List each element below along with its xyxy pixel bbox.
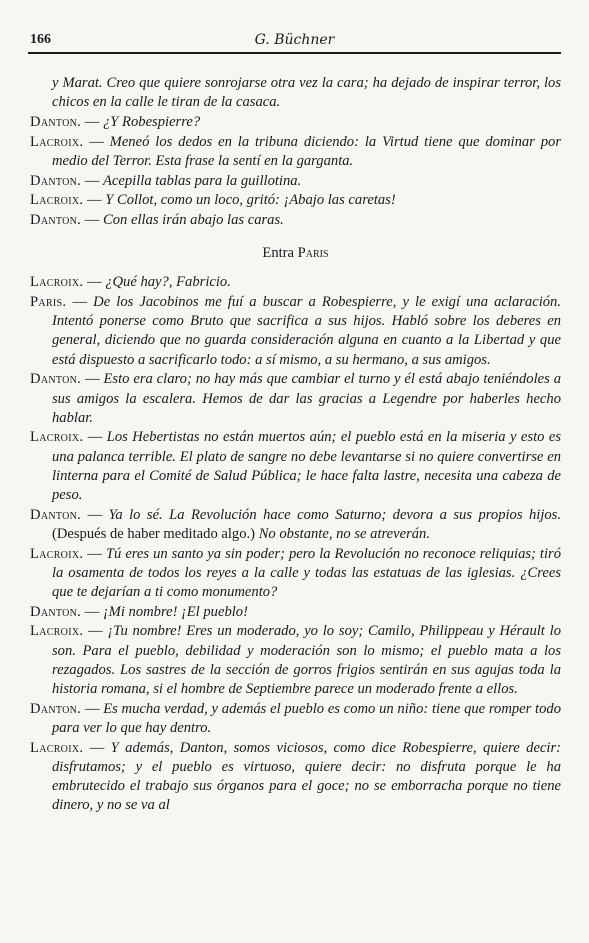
dialogue-line: Paris. — De los Jacobinos me fuí a buscar a Robespierre, y le exigí una aclaración. Intentó ponerse como Bruto que sacrifica a sus hijos. Habló sobre los deberes en general, diciendo que no guarda consideración alguna en cuanto a la Libertad y que está dispuesto a sacrificarlo todo: a sí mismo, a su hermano, a sus amigos. [30, 294, 562, 368]
dialogue-line: Lacroix. — ¡Tu nombre! Eres un moderado, yo lo soy; Camilo, Philippeau y Hérault lo son. Para el pueblo, debilidad y moderación son lo mismo; el pueblo mata a los rezagados. Los sastres de la sección de gorros frigios sentirán en sus agujas toda la historia romana, si el hombre de Septiembre parece un moderado frente a ellos. [30, 623, 561, 698]
dialogue-line: Danton. — ¿Y Robespierre? [30, 113, 201, 130]
speaker-name: Danton. [30, 603, 82, 620]
speech-text: Y Collot, como un loco, gritó: ¡Abajo las caretas! [105, 192, 396, 209]
speech-text: Ya lo sé. La Revolución hace como Saturno; devora a sus propios hijos. [108, 506, 562, 523]
dialogue-text [30, 74, 561, 816]
page-header [28, 30, 561, 54]
speaker-name: Lacroix. [30, 192, 84, 209]
speech-text: ¿Qué hay?, Fabricio. [105, 274, 231, 291]
stage-direction: Entra Paris [262, 245, 329, 262]
speech-text: Con ellas irán abajo las caras. [103, 211, 284, 228]
speaker-name: Lacroix. [30, 133, 84, 150]
speaker-name: Danton. [30, 371, 82, 388]
dialogue-line: Lacroix. — ¿Qué hay?, Fabricio. [30, 274, 231, 291]
stage-direction-name: Paris [297, 245, 329, 262]
speech-text: De los Jacobinos me fuí a buscar a Robespierre, y le exigí una aclaración. Intentó ponerse como Bruto que sacrifica a sus hijos. Habló sobre los deberes en general, diciendo que no guarda consideración alguna en cuanto a la Libertad y que está dispuesto a sacrificarlo todo: a sí mismo, a su hermano, a sus amigos. [52, 294, 562, 368]
dialogue-line: Lacroix. — Y además, Danton, somos viciosos, como dice Robespierre, quiere decir: disfrutamos; y el pueblo es virtuoso, quiere decir: no disfruta porque le ha embrutecido el trabajo sus órganos para el goce; no se emborracha porque no tiene dinero, y no se va al [30, 739, 561, 814]
dialogue-line: Lacroix. — Meneó los dedos en la tribuna diciendo: la Virtud tiene que dominar por medio del Terror. Esta frase la sentí en la garganta. [30, 133, 561, 169]
dialogue-line: Danton. — Es mucha verdad, y además el pueblo es como un niño: tiene que romper todo para ver lo que hay dentro. [30, 700, 561, 736]
speaker-name: Lacroix. [30, 545, 84, 562]
speech-text: Y además, Danton, somos viciosos, como dice Robespierre, quiere decir: disfrutamos; y el pueblo es virtuoso, quiere decir: no disfruta porque le ha embrutecido el trabajo sus órganos para el goce; no se emborracha porque no tiene dinero, y no se va al [52, 739, 561, 814]
dialogue-line: Lacroix. — Y Collot, como un loco, gritó: ¡Abajo las caretas! [30, 192, 396, 209]
speech-text: ¡Mi nombre! ¡El pueblo! [103, 603, 248, 620]
stage-aside: (Después de haber meditado algo.) [52, 525, 256, 542]
speech-text: Los Hebertistas no están muertos aún; el pueblo está en la miseria y esto es una palanca terrible. El plato de sangre no debe levantarse si no quiere convertirse en linterna para el Comité de Salud Pública; le hace falta lastre, necesita una cabeza de peso. [52, 429, 561, 504]
speaker-name: Danton. [30, 700, 82, 717]
speaker-name: Lacroix. [30, 739, 84, 756]
speech-text: ¿Y Robespierre? [103, 113, 201, 130]
dialogue-line: y Marat. Creo que quiere sonrojarse otra vez la cara; ha dejado de inspirar terror, los chicos en la calle le tiran de la casaca. [52, 75, 561, 111]
dialogue-line: Lacroix. — Tú eres un santo ya sin poder; pero la Revolución no reconoce reliquias; tiró la osamenta de todos los reyes a la calle y todas las estatuas de las iglesias. ¿Crees que te dejarían a ti como monumento? [30, 545, 562, 601]
speech-text: Esto era claro; no hay más que cambiar el turno y él está abajo teniéndoles a sus amigos la escalera. Hemos de dar las gracias a Legendre por haberles hecho hablar. [52, 371, 561, 426]
dialogue-line: Danton. — Con ellas irán abajo las caras. [30, 211, 284, 228]
speech-text: ¡Tu nombre! Eres un moderado, yo lo soy; Camilo, Philippeau y Hérault lo son. Para el pueblo, debilidad y moderación son lo mismo; el pueblo mata a los rezagados. Los sastres de la sección de gorros frigios sentirán en sus agujas toda la historia romana, si el hombre de Septiembre parece un moderado frente a ellos. [52, 623, 561, 698]
speech-text: Acepilla tablas para la guillotina. [103, 172, 302, 189]
speaker-name: Danton. [30, 113, 82, 130]
speaker-name: Lacroix. [30, 274, 84, 291]
dialogue-line: Lacroix. — Los Hebertistas no están muertos aún; el pueblo está en la miseria y esto es una palanca terrible. El plato de sangre no debe levantarse si no quiere convertirse en linterna para el Comité de Salud Pública; le hace falta lastre, necesita una cabeza de peso. [30, 429, 561, 504]
dialogue-line: Danton. — Acepilla tablas para la guillotina. [30, 172, 302, 189]
speaker-name: Paris. [30, 294, 67, 311]
dialogue-line: Danton. — Esto era claro; no hay más que cambiar el turno y él está abajo teniéndoles a sus amigos la escalera. Hemos de dar las gracias a Legendre por haberles hecho hablar. [30, 371, 561, 426]
running-title: G. Büchner [254, 32, 335, 48]
speaker-name: Lacroix. [30, 623, 84, 640]
speaker-name: Danton. [30, 172, 82, 189]
dialogue-line: Danton. — ¡Mi nombre! ¡El pueblo! [30, 603, 248, 620]
speaker-name: Danton. [30, 506, 82, 523]
speech-text: No obstante, no se atreverán. [258, 525, 431, 542]
speech-text: Es mucha verdad, y además el pueblo es como un niño: tiene que romper todo para ver lo que hay dentro. [52, 700, 561, 736]
dialogue-line: Danton. — Ya lo sé. La Revolución hace como Saturno; devora a sus propios hijos. (Después de haber meditado algo.) No obstante, no se atreverán. [30, 506, 562, 542]
page-number: 166 [30, 32, 51, 47]
speech-text: Tú eres un santo ya sin poder; pero la Revolución no reconoce reliquias; tiró la osamenta de todos los reyes a la calle y todas las estatuas de las iglesias. ¿Crees que te dejarían a ti como monumento? [52, 545, 562, 601]
speech-text: Meneó los dedos en la tribuna diciendo: la Virtud tiene que dominar por medio del Terror. Esta frase la sentí en la garganta. [52, 133, 561, 169]
speaker-name: Lacroix. [30, 429, 84, 446]
speaker-name: Danton. [30, 211, 82, 228]
